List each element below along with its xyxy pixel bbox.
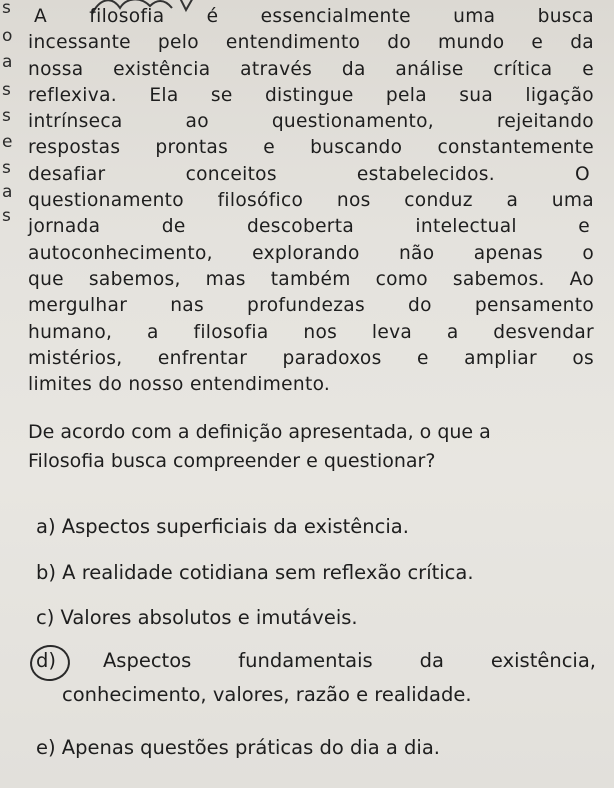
paragraph-line: limites do nosso entendimento.: [28, 374, 331, 396]
paragraph-line: incessante pelo entendimento do mundo e da: [28, 32, 594, 54]
paragraph-line: reflexiva. Ela se distingue pela sua ligação: [28, 84, 594, 106]
paragraph-line: A filosofia é essencialmente uma busca: [34, 6, 594, 27]
margin-letter: s: [2, 206, 11, 226]
option-c[interactable]: c) Valores absolutos e imutáveis.: [36, 606, 358, 629]
question-text: [28, 418, 608, 476]
paragraph-line: respostas prontas e buscando constantemente: [28, 137, 594, 159]
question-line: Filosofia busca compreender e questionar?: [28, 450, 436, 472]
margin-letter: o: [2, 26, 13, 46]
option-e[interactable]: e) Apenas questões práticas do dia a dia.: [36, 736, 440, 759]
margin-letter: s: [2, 158, 11, 178]
margin-letter: a: [2, 182, 13, 202]
margin-letter: s: [2, 0, 11, 18]
paragraph-line: mistérios, enfrentar paradoxos e ampliar os: [28, 347, 594, 369]
paragraph-line: desafiar conceitos estabelecidos. O: [28, 163, 590, 185]
left-margin-cutoff-text: [0, 0, 24, 226]
option-d-line: d) Aspectos fundamentais da existência,: [36, 649, 596, 672]
margin-letter: a: [2, 52, 13, 72]
text-paragraph: [28, 4, 594, 398]
paragraph-line: que sabemos, mas também como sabemos. Ao: [28, 268, 594, 290]
paragraph-line: mergulhar nas profundezas do pensamento: [28, 295, 594, 317]
paragraph-line: humano, a filosofia nos leva a desvendar: [28, 321, 594, 343]
option-a[interactable]: a) Aspectos superficiais da existência.: [36, 515, 409, 538]
option-b[interactable]: b) A realidade cotidiana sem reflexão crítica.: [36, 561, 474, 584]
option-d[interactable]: [36, 645, 596, 677]
paragraph-line: autoconhecimento, explorando não apenas o: [28, 242, 594, 264]
option-d-continuation: conhecimento, valores, razão e realidade.: [62, 683, 472, 706]
margin-letter: s: [2, 106, 11, 126]
question-line: De acordo com a definição apresentada, o que a: [28, 421, 491, 443]
paragraph-line: jornada de descoberta intelectual e: [28, 216, 590, 238]
paragraph-line: nossa existência através da análise crítica e: [28, 58, 594, 80]
margin-letter: e: [2, 132, 13, 152]
margin-letter: s: [2, 80, 11, 100]
paragraph-line: intrínseca ao questionamento, rejeitando: [28, 111, 594, 133]
paragraph-line: questionamento filosófico nos conduz a uma: [28, 190, 594, 212]
